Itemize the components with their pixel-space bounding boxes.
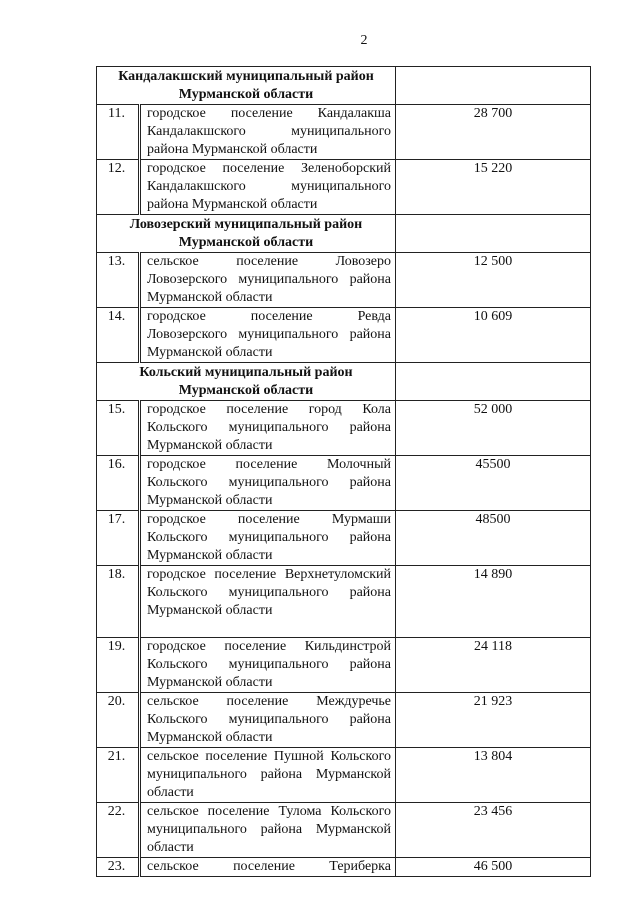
settlement-name: городское поселение Кандалакша Кандалакшского муниципального района Мурманской области	[140, 105, 396, 160]
row-number: 12.	[97, 160, 140, 215]
table-row	[97, 748, 591, 803]
table-row	[97, 105, 591, 160]
amount-value: 14 890	[396, 566, 591, 638]
amount-value: 13 804	[396, 748, 591, 803]
section-header-empty-cell	[396, 215, 591, 253]
row-number: 16.	[97, 456, 140, 511]
table-row	[97, 566, 591, 638]
amount-value: 46 500	[396, 858, 591, 877]
row-number: 13.	[97, 253, 140, 308]
amount-value: 10 609	[396, 308, 591, 363]
section-header-row	[97, 363, 591, 401]
settlement-name: городское поселение Зеленоборский Кандалакшского муниципального района Мурманской области	[140, 160, 396, 215]
settlement-name: городское поселение Верхнетуломский Кольского муниципального района Мурманской области	[140, 566, 396, 638]
table-row	[97, 511, 591, 566]
amount-value: 12 500	[396, 253, 591, 308]
settlement-name: сельское поселение Междуречье Кольского муниципального района Мурманской области	[140, 693, 396, 748]
section-header-row	[97, 67, 591, 105]
settlement-name: сельское поселение Териберка	[140, 858, 396, 877]
settlement-name: городское поселение Мурмаши Кольского муниципального района Мурманской области	[140, 511, 396, 566]
settlement-name: городское поселение Ревда Ловозерского муниципального района Мурманской области	[140, 308, 396, 363]
row-number: 20.	[97, 693, 140, 748]
table-row	[97, 638, 591, 693]
amount-value: 24 118	[396, 638, 591, 693]
settlement-name: сельское поселение Тулома Кольского муниципального района Мурманской области	[140, 803, 396, 858]
table-row	[97, 160, 591, 215]
amount-value: 23 456	[396, 803, 591, 858]
amount-value: 28 700	[396, 105, 591, 160]
settlement-name: сельское поселение Пушной Кольского муниципального района Мурманской области	[140, 748, 396, 803]
table-row	[97, 401, 591, 456]
row-number: 15.	[97, 401, 140, 456]
amount-value: 45500	[396, 456, 591, 511]
row-number: 21.	[97, 748, 140, 803]
row-number: 23.	[97, 858, 140, 877]
settlement-name: городское поселение Молочный Кольского муниципального района Мурманской области	[140, 456, 396, 511]
section-title: Ловозерский муниципальный район Мурманской области	[97, 215, 396, 253]
settlement-name: городское поселение город Кола Кольского муниципального района Мурманской области	[140, 401, 396, 456]
table-row	[97, 693, 591, 748]
settlements-table	[96, 66, 591, 877]
row-number: 22.	[97, 803, 140, 858]
amount-value: 52 000	[396, 401, 591, 456]
row-number: 17.	[97, 511, 140, 566]
section-header-row	[97, 215, 591, 253]
amount-value: 15 220	[396, 160, 591, 215]
row-number: 18.	[97, 566, 140, 638]
amount-value: 48500	[396, 511, 591, 566]
row-number: 14.	[97, 308, 140, 363]
row-number: 11.	[97, 105, 140, 160]
table-row	[97, 803, 591, 858]
section-title: Кандалакшский муниципальный район Мурманской области	[97, 67, 396, 105]
settlement-name: сельское поселение Ловозеро Ловозерского муниципального района Мурманской области	[140, 253, 396, 308]
row-number: 19.	[97, 638, 140, 693]
settlement-name: городское поселение Кильдинстрой Кольского муниципального района Мурманской области	[140, 638, 396, 693]
table-row	[97, 858, 591, 877]
page-number: 2	[360, 33, 368, 48]
section-header-empty-cell	[396, 67, 591, 105]
table-row	[97, 253, 591, 308]
section-title: Кольский муниципальный район Мурманской области	[97, 363, 396, 401]
table-row	[97, 308, 591, 363]
amount-value: 21 923	[396, 693, 591, 748]
section-header-empty-cell	[396, 363, 591, 401]
table-row	[97, 456, 591, 511]
